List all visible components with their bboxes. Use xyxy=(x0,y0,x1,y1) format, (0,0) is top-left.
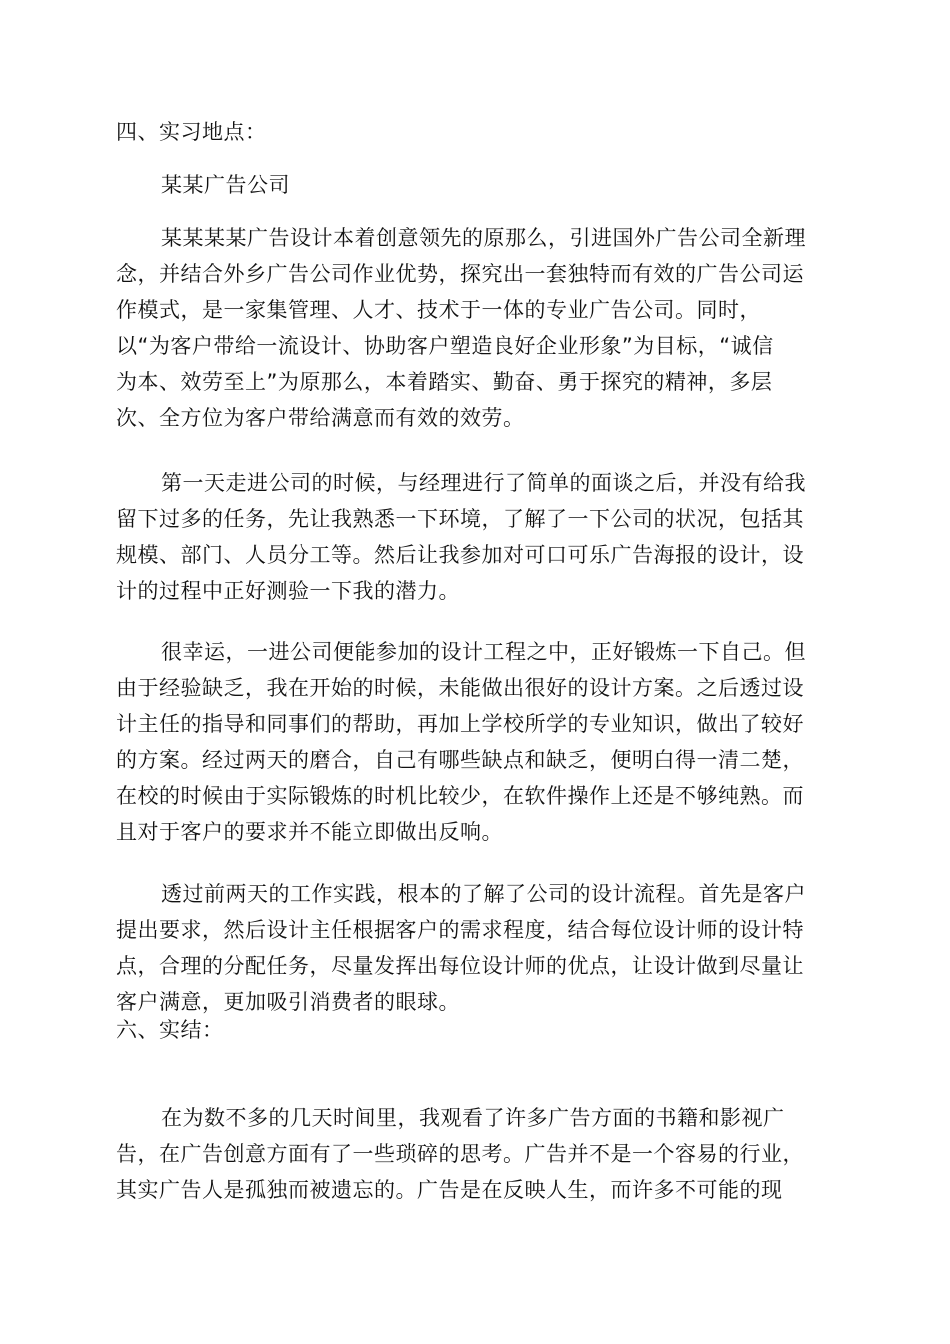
company-paragraph xyxy=(116,220,836,436)
paragraph-line: 点，合理的分配任务，尽量发挥出每位设计师的优点，让设计做到尽量让 xyxy=(116,954,804,978)
heading-text: 四、实习地点： xyxy=(116,120,267,144)
paragraph-line: 规模、部门、人员分工等。然后让我参加对可口可乐广告海报的设计，设 xyxy=(116,543,804,567)
first-day-paragraph xyxy=(116,465,836,609)
paragraph-line: 以“为客户带给一流设计、协助客户塑造良好企业形象”为目标，“诚信 xyxy=(116,334,774,358)
paragraph-line: 由于经验缺乏，我在开始的时候，未能做出很好的设计方案。之后透过设 xyxy=(116,676,804,700)
paragraph-line: 为本、效劳至上”为原那么，本着踏实、勤奋、勇于探究的精神，多层 xyxy=(116,370,773,394)
paragraph-line: 告，在广告创意方面有了一些琐碎的思考。广告并不是一个容易的行业， xyxy=(116,1142,804,1166)
paragraph-line: 其实广告人是孤独而被遗忘的。广告是在反映人生，而许多不可能的现 xyxy=(116,1178,783,1202)
paragraph-line: 计的过程中正好测验一下我的潜力。 xyxy=(116,579,460,603)
heading-text: 六、实结： xyxy=(116,1018,224,1042)
paragraph-line: 念，并结合外乡广告公司作业优势，探究出一套独特而有效的广告公司运 xyxy=(116,262,804,286)
paragraph-line: 的方案。经过两天的磨合，自己有哪些缺点和缺乏，便明白得一清二楚， xyxy=(116,748,804,772)
paragraph-line: 计主任的指导和同事们的帮助，再加上学校所学的专业知识，做出了较好 xyxy=(116,712,804,736)
company-name xyxy=(116,167,881,203)
paragraph-line: 作模式，是一家集管理、人才、技术于一体的专业广告公司。同时， xyxy=(116,298,761,322)
summary-heading xyxy=(116,1012,836,1048)
paragraph-line: 在校的时候由于实际锻炼的时机比较少，在软件操作上还是不够纯熟。而 xyxy=(116,784,804,808)
practice-paragraph xyxy=(116,876,836,1020)
paragraph-line: 客户满意，更加吸引消费者的眼球。 xyxy=(116,990,460,1014)
paragraph-line: 第一天走进公司的时候，与经理进行了简单的面谈之后，并没有给我 xyxy=(161,471,806,495)
paragraph-line: 留下过多的任务，先让我熟悉一下环境，了解了一下公司的状况，包括其 xyxy=(116,507,804,531)
paragraph-line: 某某某某广告设计本着创意领先的原那么，引进国外广告公司全新理 xyxy=(161,226,806,250)
paragraph-line: 次、全方位为客户带给满意而有效的效劳。 xyxy=(116,406,525,430)
summary-paragraph xyxy=(116,1100,836,1208)
internship-location-heading xyxy=(116,114,836,150)
company-name-text: 某某广告公司 xyxy=(161,173,290,197)
paragraph-line: 且对于客户的要求并不能立即做出反响。 xyxy=(116,820,503,844)
lucky-paragraph xyxy=(116,634,836,850)
paragraph-line: 很幸运，一进公司便能参加的设计工程之中，正好锻炼一下自己。但 xyxy=(161,640,806,664)
paragraph-line: 提出要求，然后设计主任根据客户的需求程度，结合每位设计师的设计特 xyxy=(116,918,804,942)
paragraph-line: 透过前两天的工作实践，根本的了解了公司的设计流程。首先是客户 xyxy=(161,882,806,906)
paragraph-line: 在为数不多的几天时间里，我观看了许多广告方面的书籍和影视广 xyxy=(161,1106,785,1130)
